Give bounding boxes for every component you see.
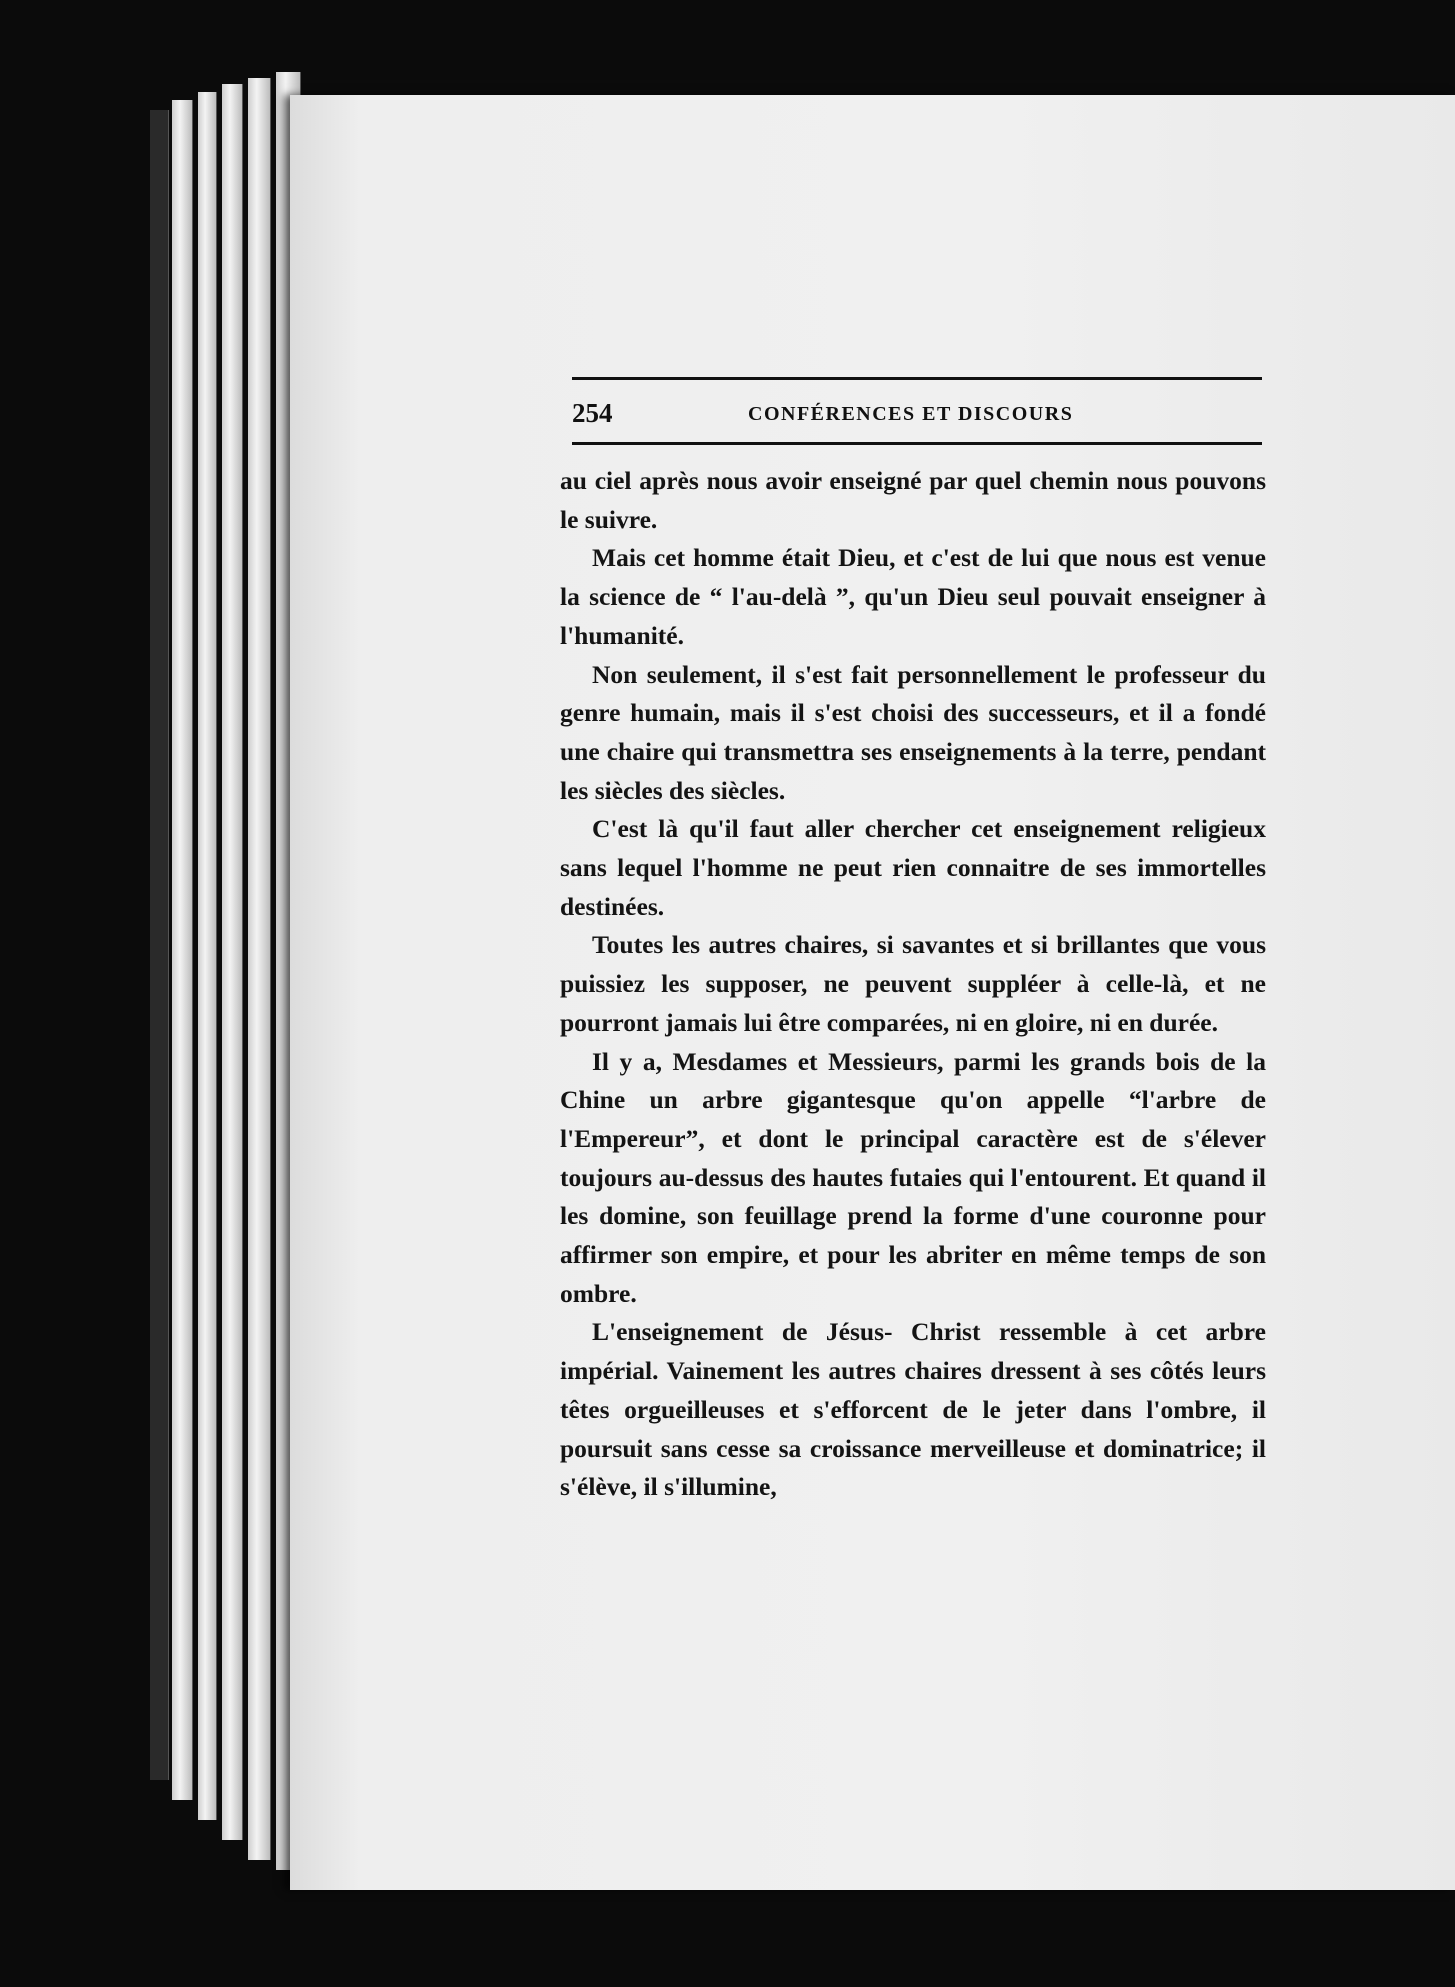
paragraph: Mais cet homme était Dieu, et c'est de lui que nous est venue la science de “ l'au-delà ”, qu'un Dieu seul pouvait enseigner à l'humanité. bbox=[560, 543, 1266, 650]
paragraph: Non seulement, il s'est fait personnellement le professeur du genre humain, mais il s'est choisi des successeurs, et il a fondé une chaire qui transmettra ses enseignements à la terre, pendant les siècles des siècles. bbox=[560, 659, 1266, 805]
running-title: CONFÉRENCES ET DISCOURS bbox=[748, 403, 1074, 425]
paragraph: C'est là qu'il faut aller chercher cet enseignement religieux sans lequel l'homme ne peut rien connaitre de ses immortelles destinées. bbox=[560, 814, 1266, 921]
page-number: 254 bbox=[572, 398, 613, 428]
header-bottom-rule bbox=[572, 442, 1262, 445]
paragraph: au ciel après nous avoir enseigné par quel chemin nous pouvons le suivre. bbox=[560, 466, 1266, 534]
paragraph: L'enseignement de Jésus- Christ ressemble à cet arbre impérial. Vainement les autres chaires dressent à ses côtés leurs têtes orgueilleuses et s'efforcent de le jeter dans l'ombre, il poursuit sans cesse sa croissance merveilleuse et dominatrice; il s'élève, il s'illumine, bbox=[560, 1317, 1266, 1502]
page-header bbox=[572, 398, 1262, 434]
paragraph: Toutes les autres chaires, si savantes et si brillantes que vous puissiez les supposer, ne peuvent suppléer à celle-là, et ne pourront jamais lui être comparées, ni en gloire, ni en durée. bbox=[560, 930, 1266, 1037]
book-page-edges bbox=[150, 70, 310, 1900]
body-text bbox=[560, 462, 1266, 1507]
paragraph: Il y a, Mesdames et Messieurs, parmi les grands bois de la Chine un arbre gigantesque qu'on appelle “l'arbre de l'Empereur”, et dont le principal caractère est de s'élever toujours au-dessus des hautes futaies qui l'entourent. Et quand il les domine, son feuillage prend la forme d'une couronne pour affirmer son empire, et pour les abriter en même temps de son ombre. bbox=[560, 1046, 1266, 1308]
header-top-rule bbox=[572, 377, 1262, 380]
